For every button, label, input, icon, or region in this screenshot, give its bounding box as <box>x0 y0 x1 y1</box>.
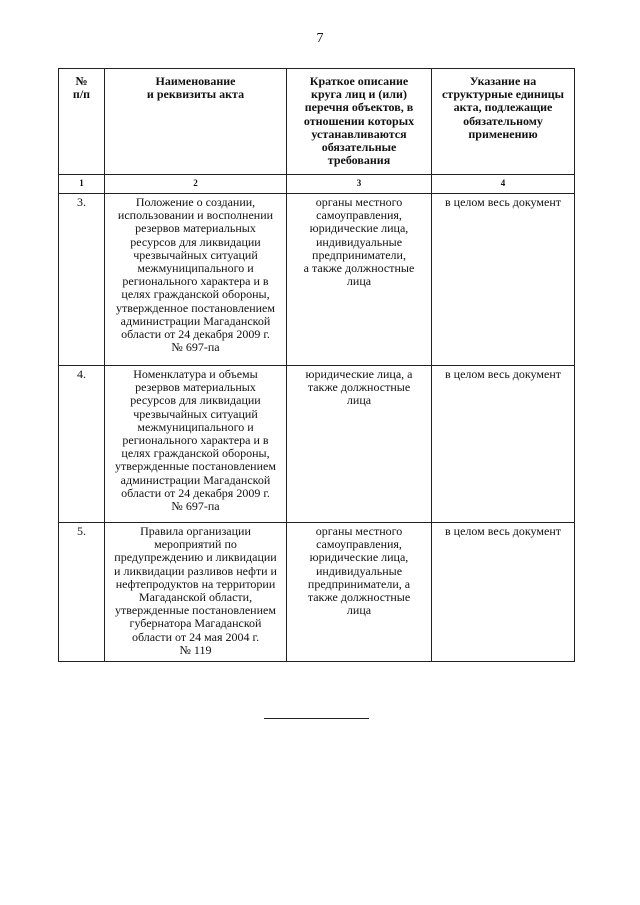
text-line: нефтепродуктов на территории <box>115 576 276 591</box>
text-line: Правила организации <box>140 524 251 538</box>
page-number: 7 <box>316 31 324 46</box>
text-line: утвержденное постановлением <box>116 300 275 315</box>
text-line: а также должностные <box>303 261 415 276</box>
text-line: самоуправления, <box>316 208 402 223</box>
text-line: структурные единицы <box>441 87 565 102</box>
structural-units-cell: в целом весь документ <box>432 366 575 523</box>
column-number: 2 <box>105 175 287 194</box>
text-line: утвержденные постановлением <box>115 459 276 474</box>
structural-units-cell: в целом весь документ <box>432 194 575 366</box>
text-line: индивидуальные <box>315 234 403 249</box>
row-number: 3. <box>59 194 105 366</box>
text-line: резервов материальных <box>135 221 256 236</box>
text-line: органы местного <box>315 524 403 538</box>
table-row <box>59 194 575 366</box>
text-line: акта, подлежащие <box>453 100 553 115</box>
structural-units-cell: в целом весь документ <box>432 523 575 662</box>
text-line: предприниматели, а <box>307 576 411 591</box>
text-line: межмуниципального и <box>137 419 254 434</box>
text-line: № 119 <box>179 642 212 657</box>
text-line: обязательному <box>463 113 543 128</box>
text-line: п/п <box>72 87 91 102</box>
text-line: предупреждению и ликвидации <box>114 550 277 565</box>
text-line: Указание на <box>469 74 537 88</box>
text-line: чрезвычайных ситуаций <box>133 247 258 262</box>
text-line: губернатора Магаданской <box>129 616 262 631</box>
text-line: лица <box>346 603 372 618</box>
text-line: требования <box>327 153 391 168</box>
text-line: предприниматели, <box>312 247 406 262</box>
row-number: 4. <box>59 366 105 523</box>
text-line: лица <box>346 393 372 408</box>
text-line: администрации Магаданской <box>120 313 271 328</box>
text-line: межмуниципального и <box>137 261 254 276</box>
header-row <box>59 69 575 175</box>
header-number <box>59 69 105 175</box>
text-line: обязательные <box>321 140 397 155</box>
header-structural-units <box>432 69 575 175</box>
act-name-cell <box>105 523 287 662</box>
text-line: области от 24 декабря 2009 г. <box>121 327 270 342</box>
text-line: регионального характера и в <box>122 433 269 448</box>
text-line: также должностные <box>307 590 411 605</box>
text-line: индивидуальные <box>315 563 403 578</box>
text-line: использовании и восполнении <box>117 208 274 223</box>
text-line: также должностные <box>307 380 411 395</box>
text-line: юридические лица, а <box>305 367 413 381</box>
text-line: Краткое описание <box>309 74 409 88</box>
text-line: органы местного <box>315 195 403 209</box>
text-line: ресурсов для ликвидации <box>130 234 261 249</box>
table-row <box>59 523 575 662</box>
act-name-cell <box>105 194 287 366</box>
text-line: № 697-па <box>171 499 220 514</box>
text-line: юридические лица, <box>309 221 409 236</box>
text-line: мероприятий по <box>154 537 237 552</box>
column-number: 4 <box>432 175 575 194</box>
text-line: № 697-па <box>171 340 220 355</box>
scope-cell <box>287 194 432 366</box>
text-line: Номенклатура и объемы <box>133 367 258 381</box>
text-line: резервов материальных <box>135 380 256 395</box>
text-line: Положение о создании, <box>135 195 256 209</box>
column-number: 1 <box>59 175 105 194</box>
text-line: области от 24 мая 2004 г. <box>131 629 260 644</box>
column-number: 3 <box>287 175 432 194</box>
table-row <box>59 366 575 523</box>
text-line: устанавливаются <box>311 126 407 141</box>
header-scope <box>287 69 432 175</box>
text-line: регионального характера и в <box>122 274 269 289</box>
text-line: и ликвидации разливов нефти и <box>114 563 277 578</box>
text-line: № <box>75 74 88 88</box>
text-line: администрации Магаданской <box>120 472 271 487</box>
column-numbers-row <box>59 175 575 194</box>
text-line: Наименование <box>155 74 236 88</box>
text-line: целях гражданской обороны, <box>121 287 270 302</box>
act-name-cell <box>105 366 287 523</box>
text-line: области от 24 декабря 2009 г. <box>121 485 270 500</box>
text-line: чрезвычайных ситуаций <box>133 406 258 421</box>
text-line: юридические лица, <box>309 550 409 565</box>
text-line: целях гражданской обороны, <box>121 446 270 461</box>
header-act-name <box>105 69 287 175</box>
text-line: утвержденные постановлением <box>115 603 276 618</box>
text-line: лица <box>346 274 372 289</box>
text-line: перечня объектов, в <box>304 100 414 115</box>
text-line: применению <box>468 126 538 141</box>
closing-divider-line <box>264 718 369 719</box>
scope-cell <box>287 523 432 662</box>
row-number: 5. <box>59 523 105 662</box>
acts-table <box>58 68 575 662</box>
text-line: самоуправления, <box>316 537 402 552</box>
scope-cell <box>287 366 432 523</box>
text-line: Магаданской области, <box>138 590 253 605</box>
text-line: и реквизиты акта <box>146 87 245 102</box>
text-line: круга лиц и (или) <box>311 87 407 102</box>
text-line: ресурсов для ликвидации <box>130 393 261 408</box>
text-line: отношении которых <box>303 113 415 128</box>
